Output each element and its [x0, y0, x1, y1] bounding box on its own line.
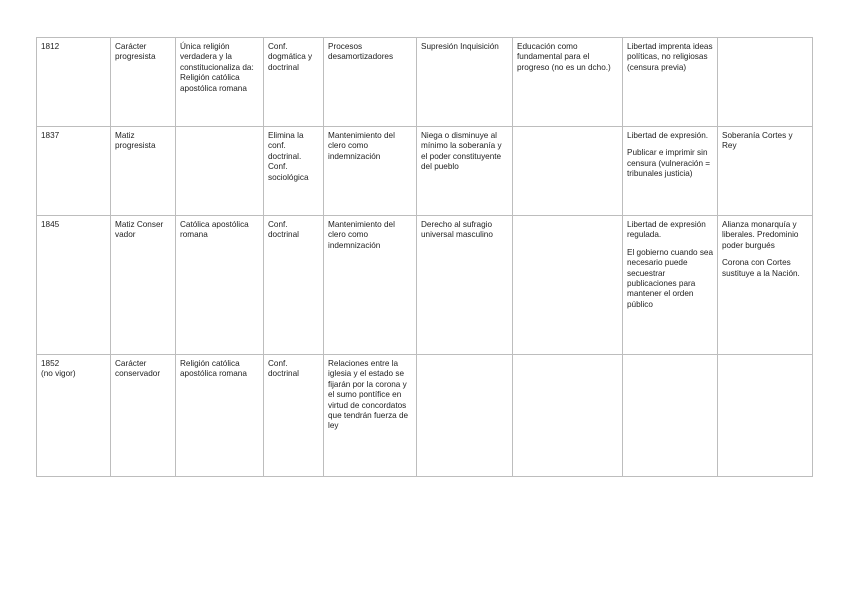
- cell-church-property: Mantenimiento del clero como indemnización: [324, 127, 417, 216]
- cell-paragraph: Libertad imprenta ideas políticas, no religiosas (censura previa): [627, 42, 713, 72]
- cell-religion: [176, 127, 264, 216]
- cell-character: Carácter progresista: [111, 38, 176, 127]
- cell-paragraph: El gobierno cuando sea necesario puede secuestrar publicaciones para mantener el orden público: [627, 247, 714, 309]
- cell-power: [718, 355, 813, 477]
- cell-religion: Única religión verdadera y la constitucionaliza da: Religión católica apostólica romana: [176, 38, 264, 127]
- cell-freedom-of-press: [623, 216, 718, 355]
- cell-year: 1852 (no vigor): [37, 355, 111, 477]
- cell-paragraph: Libertad de expresión regulada.: [627, 220, 706, 240]
- cell-religion: Católica apostólica romana: [176, 216, 264, 355]
- cell-confessionality: Conf. dogmática y doctrinal: [264, 38, 324, 127]
- cell-paragraph: Alianza monarquía y liberales. Predominio poder burgués: [722, 220, 799, 250]
- cell-freedom-of-press: [623, 38, 718, 127]
- table-row: [37, 38, 813, 127]
- constitutions-table: [36, 37, 813, 477]
- cell-inquisition-sovereignty: [417, 355, 513, 477]
- cell-inquisition-sovereignty: Derecho al sufragio universal masculino: [417, 216, 513, 355]
- table-row: [37, 127, 813, 216]
- cell-confessionality: Conf. doctrinal: [264, 355, 324, 477]
- cell-year: 1845: [37, 216, 111, 355]
- cell-power: [718, 216, 813, 355]
- cell-year: 1812: [37, 38, 111, 127]
- cell-character: Carácter conservador: [111, 355, 176, 477]
- cell-character: Matiz Conser vador: [111, 216, 176, 355]
- cell-character: Matiz progresista: [111, 127, 176, 216]
- cell-church-property: Mantenimiento del clero como indemnización: [324, 216, 417, 355]
- cell-church-property: Procesos desamortizadores: [324, 38, 417, 127]
- cell-education: [513, 127, 623, 216]
- cell-freedom-of-press: [623, 127, 718, 216]
- cell-power: [718, 127, 813, 216]
- cell-church-property: Relaciones entre la iglesia y el estado se fijarán por la corona y el sumo pontífice en virtud de concordatos que tendrán fuerza de ley: [324, 355, 417, 477]
- cell-education: [513, 216, 623, 355]
- cell-education: [513, 355, 623, 477]
- table-row: [37, 355, 813, 477]
- cell-power: [718, 38, 813, 127]
- cell-inquisition-sovereignty: Supresión Inquisición: [417, 38, 513, 127]
- cell-paragraph: Corona con Cortes sustituye a la Nación.: [722, 258, 800, 278]
- cell-confessionality: Conf. doctrinal: [264, 216, 324, 355]
- cell-education: Educación como fundamental para el progreso (no es un dcho.): [513, 38, 623, 127]
- cell-religion: Religión católica apostólica romana: [176, 355, 264, 477]
- cell-inquisition-sovereignty: Niega o disminuye al mínimo la soberanía y el poder constituyente del pueblo: [417, 127, 513, 216]
- cell-confessionality: Elimina la conf. doctrinal. Conf. sociológica: [264, 127, 324, 216]
- cell-freedom-of-press: [623, 355, 718, 477]
- table-row: [37, 216, 813, 355]
- cell-paragraph: Publicar e imprimir sin censura (vulneración = tribunales justicia): [627, 148, 711, 179]
- cell-paragraph: Soberanía Cortes y Rey: [722, 131, 793, 151]
- cell-paragraph: Libertad de expresión.: [627, 131, 709, 140]
- cell-year: 1837: [37, 127, 111, 216]
